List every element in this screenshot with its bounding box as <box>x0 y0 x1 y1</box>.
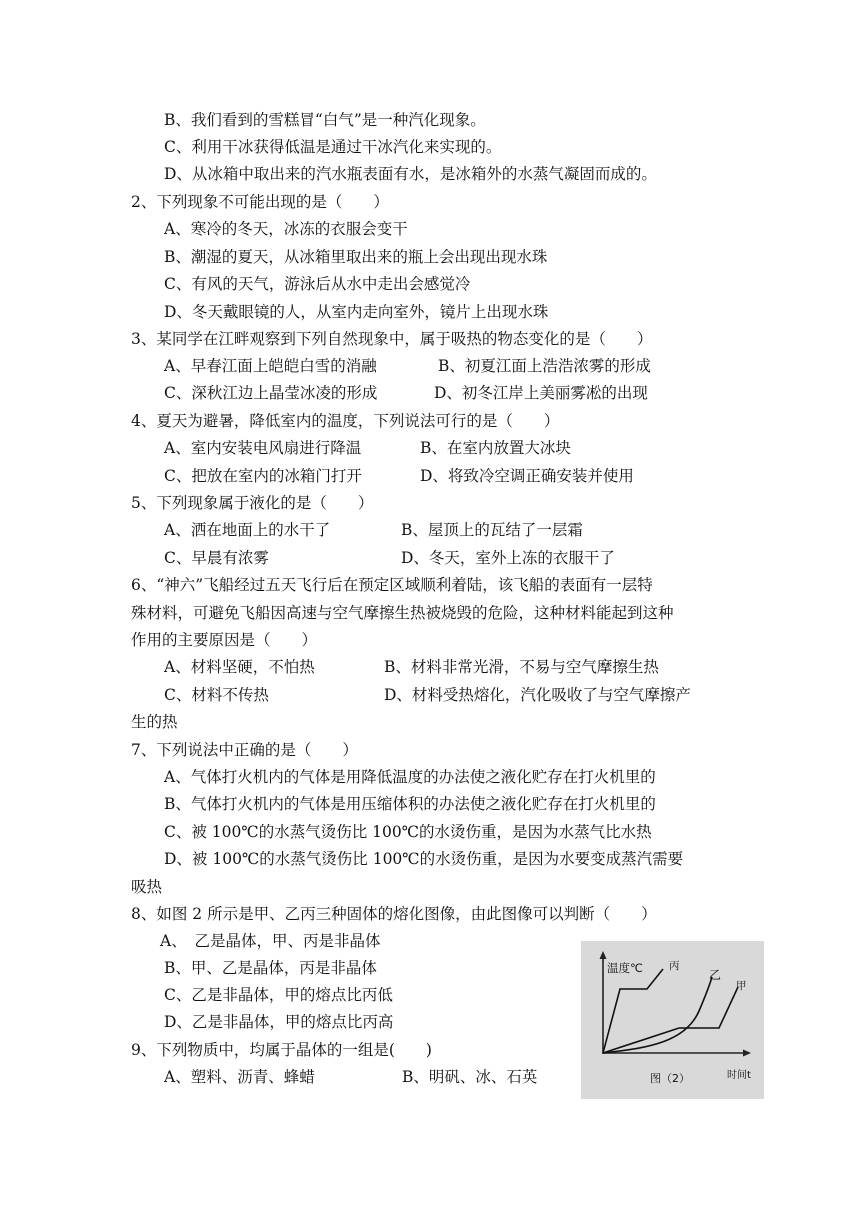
q6-option-d-continued: 生的热 <box>131 713 178 731</box>
q3-option-d: D、初冬江岸上美丽雾凇的出现 <box>434 384 648 402</box>
q6-option-a: A、材料坚硬，不怕热 <box>164 658 315 676</box>
y-axis-arrow-icon <box>600 951 607 959</box>
q3-stem: 3、某同学在江畔观察到下列自然现象中，属于吸热的物态变化的是（ ） <box>131 330 653 348</box>
q2-option-b: B、潮湿的夏天，从冰箱里取出来的瓶上会出现出现水珠 <box>164 248 548 266</box>
q5-stem: 5、下列现象属于液化的是（ ） <box>131 494 374 512</box>
q2-option-c: C、有风的天气，游泳后从水中走出会感觉冷 <box>164 275 471 293</box>
x-axis-arrow-icon <box>743 1050 751 1057</box>
curve-yi-label: 乙 <box>709 968 722 982</box>
q7-option-a: A、气体打火机内的气体是用降低温度的办法使之液化贮存在打火机里的 <box>164 768 656 786</box>
q9-option-b: B、明矾、冰、石英 <box>402 1068 538 1086</box>
curve-bing-label: 丙 <box>669 960 680 972</box>
q8-option-c: C、乙是非晶体，甲的熔点比丙低 <box>164 986 393 1004</box>
q4-option-d: D、将致冷空调正确安装并使用 <box>420 467 634 485</box>
q6-stem-line-2: 殊材料，可避免飞船因高速与空气摩擦生热被烧毁的危险，这种材料能起到这种 <box>131 604 674 622</box>
q6-option-d: D、材料受热熔化，汽化吸收了与空气摩擦产 <box>384 686 691 704</box>
q5-option-d: D、冬天，室外上冻的衣服干了 <box>401 549 615 567</box>
q1-option-c: C、利用干冰获得低温是通过干冰汽化来实现的。 <box>164 138 502 156</box>
q3-option-b: B、初夏江面上浩浩浓雾的形成 <box>438 357 651 375</box>
q7-option-c: C、被 100℃的水蒸气烫伤比 100℃的水烫伤重，是因为水蒸气比水热 <box>164 823 652 841</box>
q5-option-c: C、早晨有浓雾 <box>164 549 269 567</box>
q7-option-b: B、气体打火机内的气体是用压缩体积的办法使之液化贮存在打火机里的 <box>164 795 656 813</box>
melting-graph <box>581 941 764 1099</box>
q1-option-b: B、我们看到的雪糕冒“白气”是一种汽化现象。 <box>164 111 486 129</box>
q3-option-a: A、早春江面上皑皑白雪的消融 <box>164 357 377 375</box>
q1-option-d: D、从冰箱中取出来的汽水瓶表面有水，是冰箱外的水蒸气凝固而成的。 <box>164 165 657 183</box>
x-axis-label: 时间t <box>727 1070 751 1081</box>
q9-stem: 9、下列物质中，均属于晶体的一组是( ) <box>131 1041 432 1059</box>
q7-option-d: D、被 100℃的水蒸气烫伤比 100℃的水烫伤重，是因为水要变成蒸汽需要 <box>164 850 684 868</box>
figure-caption: 图（2） <box>650 1072 690 1085</box>
q2-stem: 2、下列现象不可能出现的是（ ） <box>131 193 389 211</box>
curve-jia-label: 甲 <box>736 980 747 992</box>
q6-stem-line-3: 作用的主要原因是（ ） <box>131 631 318 649</box>
q8-option-d: D、乙是非晶体，甲的熔点比丙高 <box>164 1013 394 1031</box>
q8-option-b: B、甲、乙是晶体，丙是非晶体 <box>164 959 377 977</box>
q9-option-a: A、塑料、沥青、蜂蜡 <box>164 1068 315 1086</box>
q8-option-a: A、 乙是晶体，甲、丙是非晶体 <box>160 932 381 950</box>
q2-option-d: D、冬天戴眼镜的人，从室内走向室外，镜片上出现水珠 <box>164 303 549 321</box>
q4-stem: 4、夏天为避暑，降低室内的温度，下列说法可行的是（ ） <box>131 412 560 430</box>
q6-option-c: C、材料不传热 <box>164 686 269 704</box>
q8-stem: 8、如图 2 所示是甲、乙丙三种固体的熔化图像，由此图像可以判断（ ） <box>131 905 657 923</box>
q4-option-a: A、室内安装电风扇进行降温 <box>164 439 362 457</box>
q5-option-b: B、屋顶上的瓦结了一层霜 <box>401 521 583 539</box>
q4-option-c: C、把放在室内的冰箱门打开 <box>164 467 362 485</box>
y-axis-label: 温度℃ <box>607 961 643 975</box>
curve-bing <box>603 969 663 1053</box>
curve-jia <box>603 987 738 1053</box>
melting-graph-figure <box>581 941 764 1099</box>
q5-option-a: A、洒在地面上的水干了 <box>164 521 331 539</box>
q6-stem-line-1: 6、“神六”飞船经过五天飞行后在预定区域顺利着陆，该飞船的表面有一层特 <box>131 576 653 594</box>
q7-stem: 7、下列说法中正确的是（ ） <box>131 741 358 759</box>
q7-option-d-continued: 吸热 <box>131 878 163 896</box>
q3-option-c: C、深秋江边上晶莹冰凌的形成 <box>164 384 378 402</box>
q6-option-b: B、材料非常光滑，不易与空气摩擦生热 <box>384 658 659 676</box>
q2-option-a: A、寒冷的冬天，冰冻的衣服会变干 <box>164 220 408 238</box>
q4-option-b: B、在室内放置大冰块 <box>420 439 571 457</box>
